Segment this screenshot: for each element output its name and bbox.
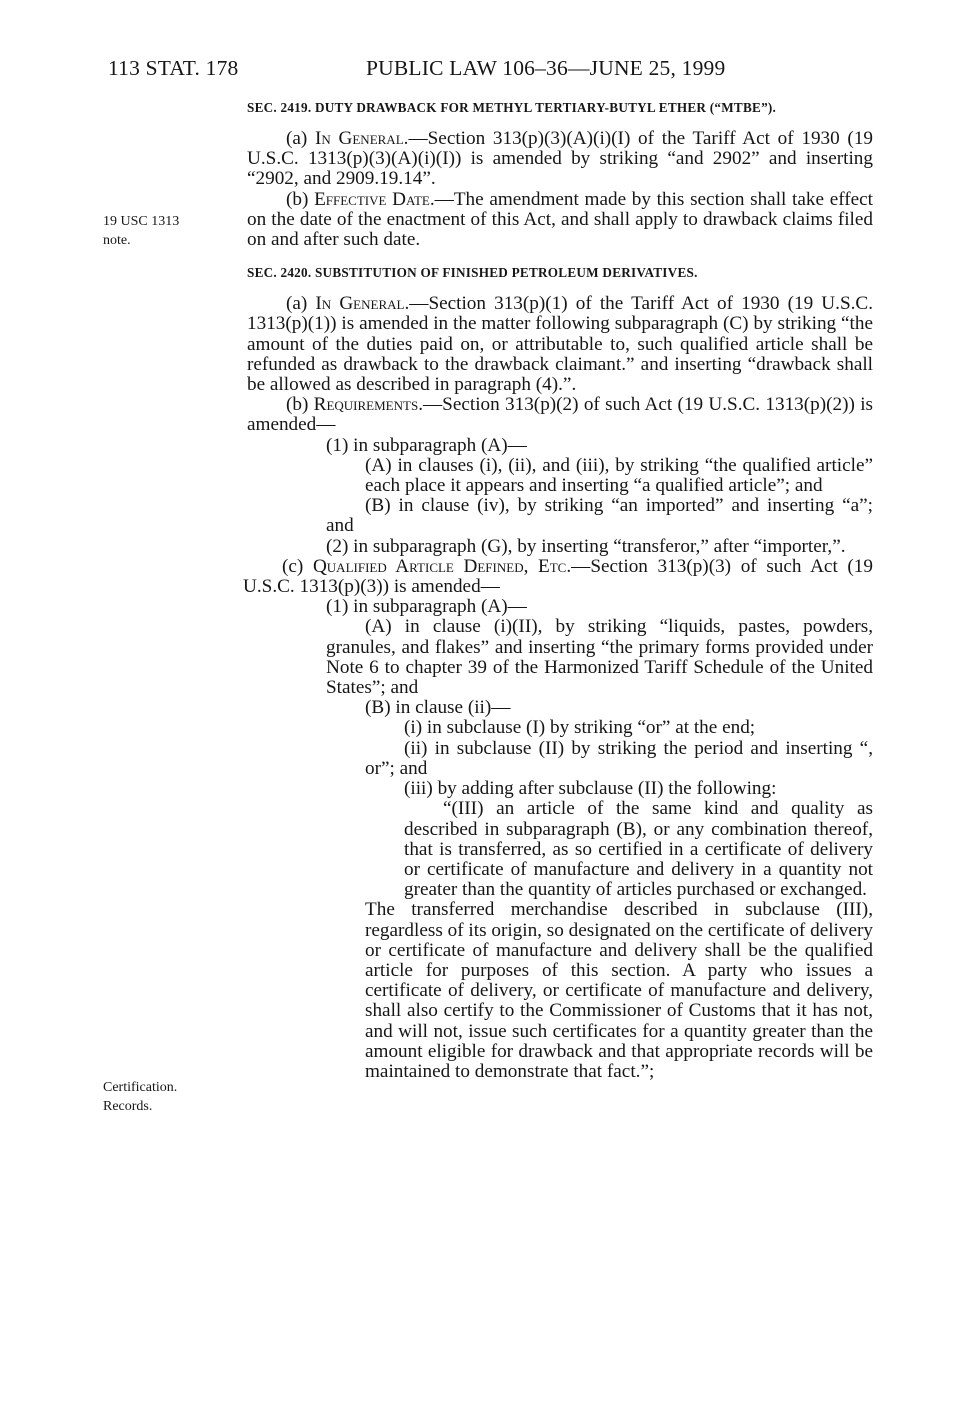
sec2420-b-paragraph-1: (1) in subparagraph (A)— xyxy=(326,434,527,456)
sec2420-b1-subparagraph-B: (B) in clause (iv), by striking “an imported” and inserting “a”; and xyxy=(326,495,873,537)
sec2420-a-text: .—Section 313(p)(1) of the Tariff Act of 1930 (19 U.S.C. 1313(p)(1)) is amended in the matter following subparagraph (C) by striking “the amount of the duties paid on, or attributable to, such qualified article shall be refunded as drawback to the drawback claimant.” and inserting “drawback shall be allowed as described in paragraph (4).”. xyxy=(247,293,874,396)
sec2420-a-label: (a) xyxy=(286,293,316,315)
sec2420-c-paragraph-1: (1) in subparagraph (A)— xyxy=(326,596,527,618)
margin-note-usc-line1: 19 USC 1313 xyxy=(103,214,180,229)
quoted-flush-language: The transferred merchandise described in subclause (III), regardless of its origin, so designated on the certificate of delivery or certificate of manufacture and delivery shall be the qualified article for purposes of this section. A party who issues a certificate of delivery, or certificate of manufacture and delivery, shall also certify to the Commissioner of Customs that it has not, and will not, issue such certificates for a quantity greater than the amount eligible for drawback and that appropriate records will be maintained to demonstrate that fact.”; xyxy=(365,899,873,1082)
running-header-law: PUBLIC LAW 106–36—JUNE 25, 1999 xyxy=(366,56,726,80)
sec2419-b-text: .—The amendment made by this section shall take effect on the date of the enactment of this Act, and shall apply to drawback claims filed on and after such date. xyxy=(247,188,874,251)
sec2420-c-text: .—Section 313(p)(3) of such Act (19 U.S.C. 1313(p)(3)) is amended— xyxy=(243,555,873,598)
page-stat-citation: 113 STAT. 178 xyxy=(108,56,239,80)
sec2419-a-heading: In General xyxy=(315,128,404,149)
sec2419-b-heading: Effective Date xyxy=(314,188,430,210)
sec2420-b-heading: Requirements xyxy=(313,394,419,416)
sec2419-subsection-a xyxy=(247,129,873,190)
quoted-subclause-III: “(III) an article of the same kind and quality as described in subparagraph (B), or any combination thereof, that is transferred, as so certified in a certificate of delivery or certificate of manufacture and delivery in a quantity not greater than the quantity of articles purchased or exchanged. xyxy=(404,798,873,901)
sec2420-c1B-clause-ii: (ii) in subclause (II) by striking the period and inserting “, or”; and xyxy=(365,737,873,779)
sec2420-subsection-c xyxy=(243,557,873,597)
sec2420-c-label: (c) xyxy=(282,555,313,577)
sec2420-c1B-clause-iii: (iii) by adding after subclause (II) the following: xyxy=(404,778,777,800)
margin-note-usc-line2: note. xyxy=(103,233,131,248)
sec2420-b-text: .—Section 313(p)(2) of such Act (19 U.S.C. 1313(p)(2)) is amended— xyxy=(247,394,873,436)
sec2419-b-label: (b) xyxy=(286,188,315,210)
margin-note-cert-line1: Certification. xyxy=(103,1080,178,1095)
sec2420-b1-subparagraph-A: (A) in clauses (i), (ii), and (iii), by striking “the qualified article” each place it appears and inserting “a qualified article”; and xyxy=(365,454,873,497)
sec2420-c1-subparagraph-A: (A) in clause (i)(II), by striking “liquids, pastes, powders, granules, and flakes” and inserting “the primary forms provided under Note 6 to chapter 39 of the Harmonized Tariff Schedule of the United States”; and xyxy=(326,616,873,699)
sec2420-b-label: (b) xyxy=(286,394,314,416)
sec2420-b-paragraph-2: (2) in subparagraph (G), by inserting “transferor,” after “importer,”. xyxy=(326,535,846,557)
sec2420-c1-subparagraph-B: (B) in clause (ii)— xyxy=(365,697,511,719)
sec2420-subsection-b xyxy=(247,395,873,435)
sec2420-subsection-a xyxy=(247,294,873,395)
sec2420-c1B-clause-i: (i) in subclause (I) by striking “or” at the end; xyxy=(404,717,756,739)
margin-note-usc xyxy=(103,212,179,250)
margin-note-cert-line2: Records. xyxy=(103,1099,153,1114)
margin-note-certification xyxy=(103,1078,177,1116)
sec2420-c-heading: Qualified Article Defined, Etc xyxy=(312,555,567,577)
section-2420-heading: SEC. 2420. SUBSTITUTION OF FINISHED PETROLEUM DERIVATIVES. xyxy=(247,265,698,281)
sec2419-subsection-b xyxy=(247,190,873,251)
sec2419-a-text: .—Section 313(p)(3)(A)(i)(I) of the Tariff Act of 1930 (19 U.S.C. 1313(p)(3)(A)(i)(I)) is amended by striking “and 2902” and inserting “2902, and 2909.19.14”. xyxy=(247,128,874,190)
sec2419-a-label: (a) xyxy=(286,128,316,149)
sec2420-a-heading: In General xyxy=(315,293,405,315)
body-text xyxy=(243,98,874,1082)
section-2419-heading: SEC. 2419. DUTY DRAWBACK FOR METHYL TERTIARY-BUTYL ETHER (“MTBE”). xyxy=(247,100,777,115)
